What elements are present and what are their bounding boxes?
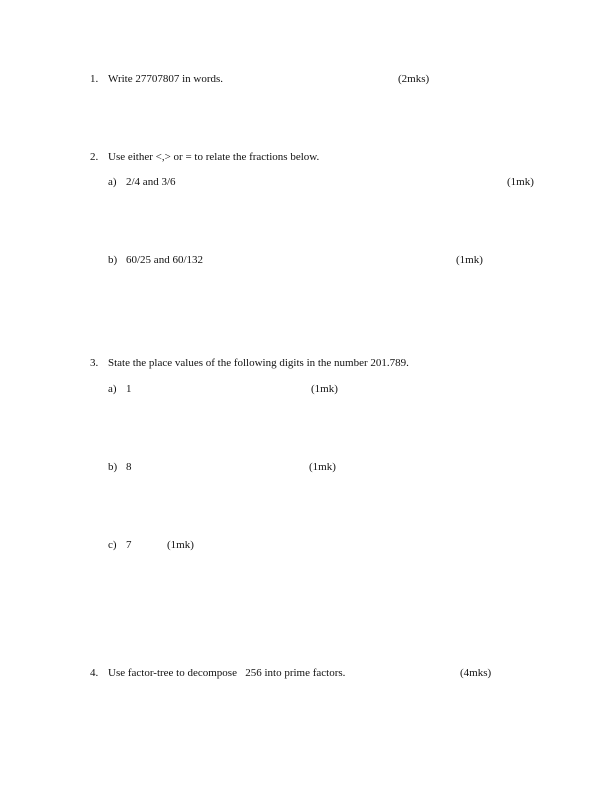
- question-marks: (2mks): [398, 73, 430, 85]
- part-marks: (1mk): [167, 539, 194, 551]
- question-number: 2.: [90, 151, 99, 163]
- question-text: State the place values of the following digits in the number 201.789.: [108, 357, 409, 369]
- question-text: Use factor-tree to decompose 256 into prime factors.: [108, 667, 346, 679]
- question-number: 3.: [90, 357, 99, 369]
- part-label: b): [108, 461, 118, 473]
- question-marks: (4mks): [460, 667, 492, 679]
- question-number: 1.: [90, 73, 99, 85]
- part-marks: (1mk): [507, 176, 534, 188]
- part-marks: (1mk): [311, 383, 338, 395]
- part-marks: (1mk): [309, 461, 336, 473]
- part-label: a): [108, 176, 117, 188]
- part-text: 60/25 and 60/132: [126, 254, 203, 266]
- part-text: 1: [126, 383, 132, 395]
- part-label: b): [108, 254, 118, 266]
- part-text: 7: [126, 539, 132, 551]
- part-label: c): [108, 539, 117, 551]
- part-label: a): [108, 383, 117, 395]
- part-marks: (1mk): [456, 254, 483, 266]
- part-text: 2/4 and 3/6: [126, 176, 176, 188]
- question-number: 4.: [90, 667, 99, 679]
- question-text: Write 27707807 in words.: [108, 73, 224, 85]
- question-text: Use either <,> or = to relate the fractions below.: [108, 151, 320, 163]
- part-text: 8: [126, 461, 132, 473]
